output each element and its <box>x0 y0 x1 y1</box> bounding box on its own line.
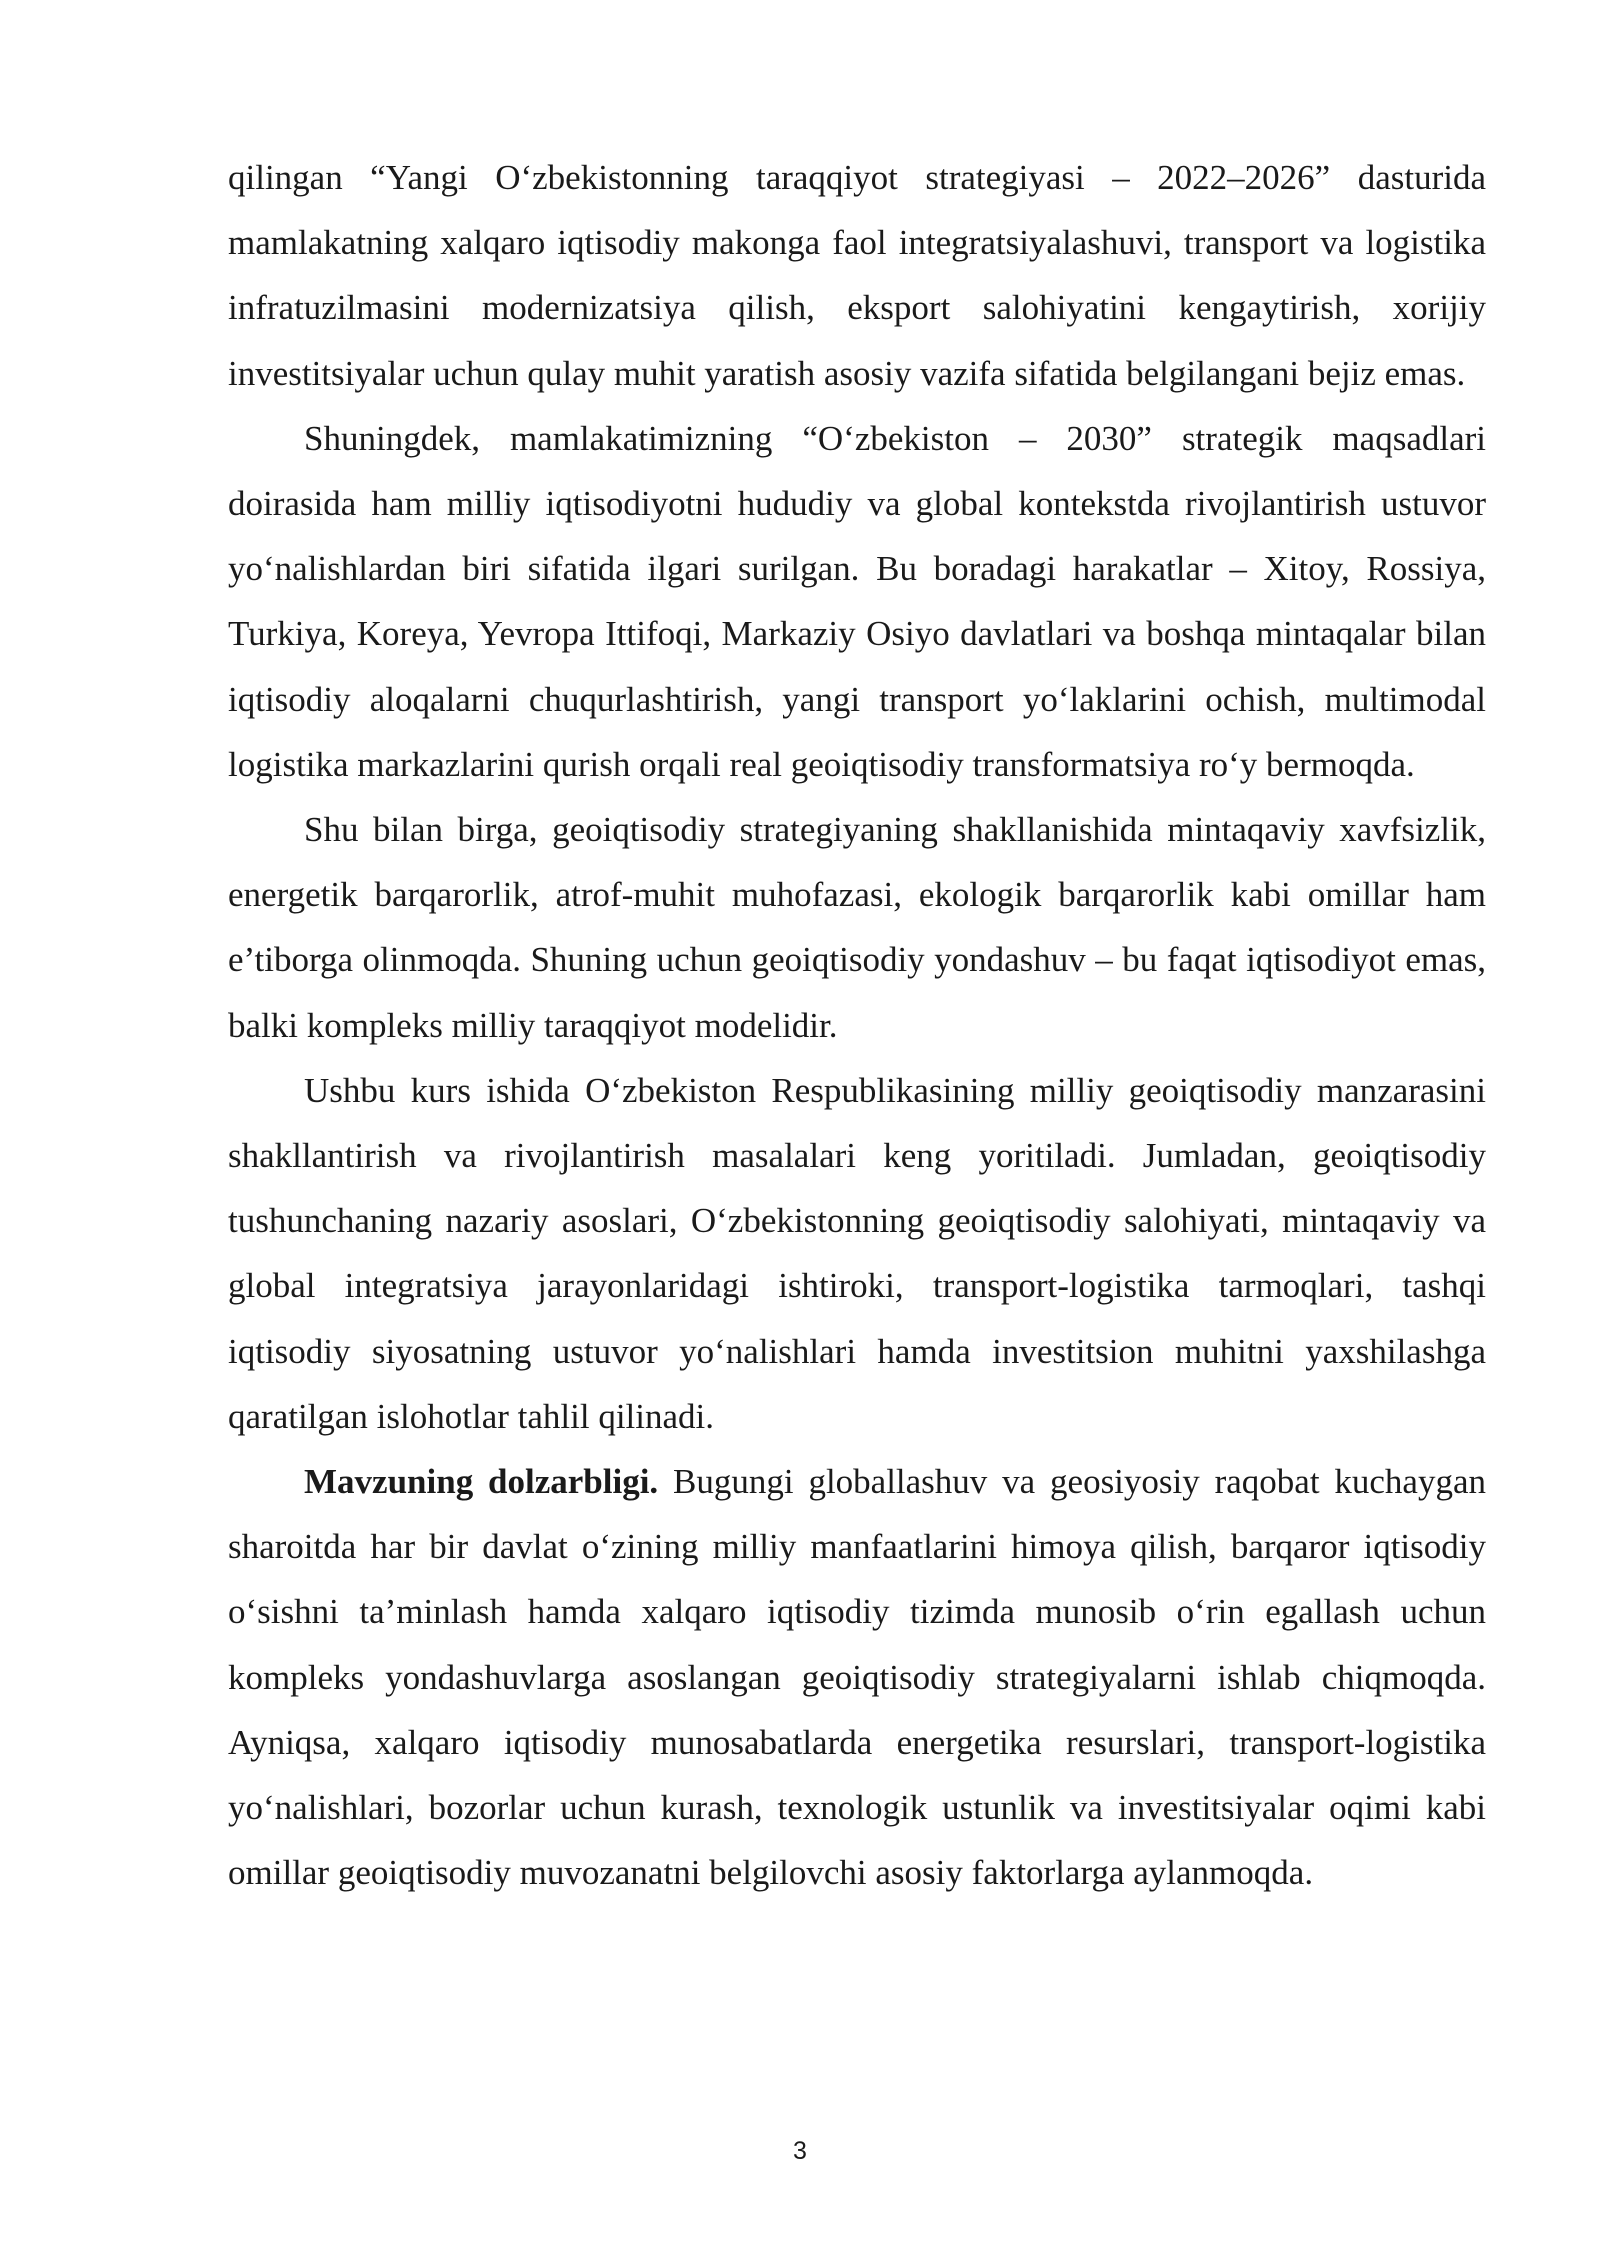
topic-relevance-heading: Mavzuning dolzarbligi. <box>304 1462 659 1502</box>
page-number: 3 <box>793 2137 807 2165</box>
paragraph-security-factors: Shu bilan birga, geoiqtisodiy strategiyaning shakllanishida mintaqaviy xavfsizlik, energetik barqarorlik, atrof-muhit muhofazasi, ekologik barqarorlik kabi omillar ham e’tiborga olinmoqda. Shuning uchun geoiqtisodiy yondashuv – bu faqat iqtisodiyot emas, balki kompleks milliy taraqqiyot modelidir. <box>228 810 1486 1045</box>
paragraph-course-work-scope: Ushbu kurs ishida O‘zbekiston Respublikasining milliy geoiqtisodiy manzarasini shakllantirish va rivojlantirish masalalari keng yoritiladi. Jumladan, geoiqtisodiy tushunchaning nazariy asoslari, O‘zbekistonning geoiqtisodiy salohiyati, mintaqaviy va global integratsiya jarayonlaridagi ishtiroki, transport-logistika tarmoqlari, tashqi iqtisodiy siyosatning ustuvor yo‘nalishlari hamda investitsion muhitni yaxshilashga qaratilgan islohotlar tahlil qilinadi. <box>228 1070 1486 1436</box>
topic-relevance-text: Bugungi globallashuv va geosiyosiy raqobat kuchaygan sharoitda har bir davlat o‘zining milliy manfaatlarini himoya qilish, barqaror iqtisodiy o‘sishni ta’minlash hamda xalqaro iqtisodiy tizimda munosib o‘rin egallash uchun kompleks yondashuvlarga asoslangan geoiqtisodiy strategiyalarni ishlab chiqmoqda. Ayniqsa, xalqaro iqtisodiy munosabatlarda energetika resurslari, transport-logistika yo‘nalishlari, bozorlar uchun kurash, texnologik ustunlik va investitsiyalar oqimi kabi omillar geoiqtisodiy muvozanatni belgilovchi asosiy faktorlarga aylanmoqda. <box>228 1462 1486 1893</box>
document-body <box>228 145 1486 1905</box>
paragraph-continuation: qilingan “Yangi O‘zbekistonning taraqqiyot strategiyasi – 2022–2026” dasturida mamlakatning xalqaro iqtisodiy makonga faol integratsiyalashuvi, transport va logistika infratuzilmasini modernizatsiya qilish, eksport salohiyatini kengaytirish, xorijiy investitsiyalar uchun qulay muhit yaratish asosiy vazifa sifatida belgilangani bejiz emas. <box>228 158 1486 393</box>
paragraph-uzbekistan-2030: Shuningdek, mamlakatimizning “O‘zbekiston – 2030” strategik maqsadlari doirasida ham milliy iqtisodiyotni hududiy va global kontekstda rivojlantirish ustuvor yo‘nalishlardan biri sifatida ilgari surilgan. Bu boradagi harakatlar – Xitoy, Rossiya, Turkiya, Koreya, Yevropa Ittifoqi, Markaziy Osiyo davlatlari va boshqa mintaqalar bilan iqtisodiy aloqalarni chuqurlashtirish, yangi transport yo‘laklarini ochish, multimodal logistika markazlarini qurish orqali real geoiqtisodiy transformatsiya ro‘y bermoqda. <box>228 418 1486 784</box>
paragraph-topic-relevance <box>228 1449 1486 1905</box>
